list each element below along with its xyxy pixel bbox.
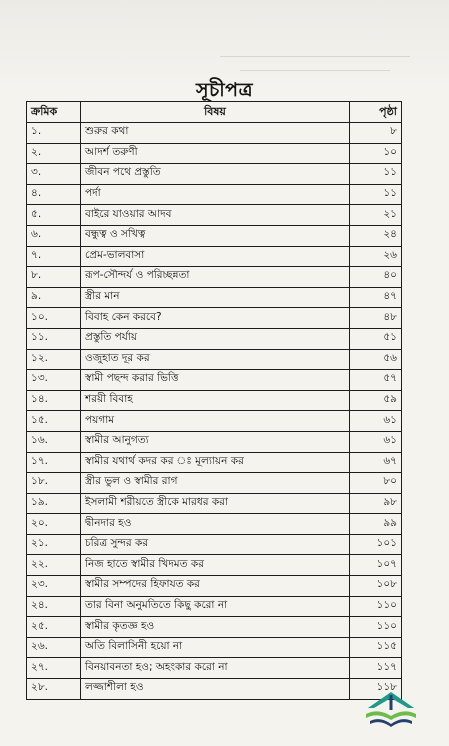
contents-table: [26, 101, 402, 700]
subject-cell: বিবাহ কেন করবে?: [81, 308, 350, 329]
table-row: [27, 617, 402, 638]
page-cell: ৫৭: [350, 370, 402, 391]
serial-cell: ৩.: [27, 164, 81, 185]
subject-cell: স্বামীর আনুগত্য: [81, 431, 350, 452]
serial-cell: ১২.: [27, 349, 81, 370]
page-cell: ১০: [350, 143, 402, 164]
page-cell: ৮০: [350, 473, 402, 494]
table-row: [27, 637, 402, 658]
page-cell: ২১: [350, 205, 402, 226]
table-row: [27, 658, 402, 679]
subject-cell: জীবন পথে প্রস্তুতি: [81, 164, 350, 185]
subject-cell: স্ত্রীর মান: [81, 287, 350, 308]
table-row: [27, 370, 402, 391]
serial-cell: ৭.: [27, 246, 81, 267]
table-row: [27, 576, 402, 597]
table-row: [27, 390, 402, 411]
table-row: [27, 411, 402, 432]
serial-cell: ১৩.: [27, 370, 81, 391]
serial-cell: ১৯.: [27, 493, 81, 514]
serial-cell: ১৭.: [27, 452, 81, 473]
book-roof-logo-icon: [360, 686, 422, 734]
subject-cell: নিজ হাতে স্বামীর খিদমত কর: [81, 555, 350, 576]
serial-cell: ১৪.: [27, 390, 81, 411]
table-row: [27, 164, 402, 185]
serial-cell: ১৫.: [27, 411, 81, 432]
subject-cell: প্রস্তুতি পর্যায়: [81, 328, 350, 349]
table-row: [27, 246, 402, 267]
serial-cell: ৯.: [27, 287, 81, 308]
table-row: [27, 308, 402, 329]
table-row: [27, 452, 402, 473]
page-cell: ১১০: [350, 617, 402, 638]
serial-cell: ২৮.: [27, 679, 81, 700]
subject-cell: স্বামীর সম্পদের হিফাযত কর: [81, 576, 350, 597]
serial-cell: ২৫.: [27, 617, 81, 638]
subject-cell: পর্দা: [81, 184, 350, 205]
serial-cell: ১০.: [27, 308, 81, 329]
page-cell: ১১: [350, 164, 402, 185]
serial-cell: ৪.: [27, 184, 81, 205]
page-cell: ১১৫: [350, 637, 402, 658]
table-row: [27, 123, 402, 144]
serial-cell: ২৬.: [27, 637, 81, 658]
show-through-line: [240, 70, 390, 71]
serial-cell: ২২.: [27, 555, 81, 576]
table-row: [27, 555, 402, 576]
subject-cell: স্বামীর যথার্থ কদর কর ঃ মূল্যায়ন কর: [81, 452, 350, 473]
table-row: [27, 287, 402, 308]
serial-cell: ১.: [27, 123, 81, 144]
table-row: [27, 596, 402, 617]
page-cell: ৫৯: [350, 390, 402, 411]
page-cell: ৫১: [350, 328, 402, 349]
table-row: [27, 493, 402, 514]
subject-cell: চরিত্র সুন্দর কর: [81, 534, 350, 555]
page-cell: ২৪: [350, 225, 402, 246]
subject-cell: রূপ-সৌন্দর্য ও পরিচ্ছন্নতা: [81, 267, 350, 288]
serial-cell: ১৬.: [27, 431, 81, 452]
serial-cell: ৬.: [27, 225, 81, 246]
serial-cell: ২১.: [27, 534, 81, 555]
subject-cell: বাইরে যাওয়ার আদব: [81, 205, 350, 226]
subject-cell: স্বামী পছন্দ করার ভিত্তি: [81, 370, 350, 391]
table-row: [27, 184, 402, 205]
serial-cell: ২৪.: [27, 596, 81, 617]
subject-cell: ইসলামী শরীয়তে স্ত্রীকে মারধর করা: [81, 493, 350, 514]
subject-cell: তার বিনা অনুমতিতে কিছু করো না: [81, 596, 350, 617]
table-row: [27, 143, 402, 164]
page-cell: ১১৭: [350, 658, 402, 679]
contents-body: [27, 123, 402, 700]
serial-cell: ৫.: [27, 205, 81, 226]
subject-cell: দ্বীনদার হও: [81, 514, 350, 535]
page-cell: ১০৮: [350, 576, 402, 597]
subject-cell: ওজুহাত দূর কর: [81, 349, 350, 370]
page-cell: ১১: [350, 184, 402, 205]
page-cell: ৬৭: [350, 452, 402, 473]
page-cell: ১১০: [350, 596, 402, 617]
page-header: পৃষ্ঠা: [350, 102, 402, 123]
subject-cell: অতি বিলাসিনী হয়ো না: [81, 637, 350, 658]
serial-cell: ২০.: [27, 514, 81, 535]
page-cell: ১০১: [350, 534, 402, 555]
serial-cell: ২৩.: [27, 576, 81, 597]
page-cell: ৯৯: [350, 514, 402, 535]
table-row: [27, 267, 402, 288]
table-row: [27, 514, 402, 535]
serial-cell: ১৮.: [27, 473, 81, 494]
subject-cell: শরয়ী বিবাহ: [81, 390, 350, 411]
serial-header: ক্রমিক: [27, 102, 81, 123]
page-cell: ৫৬: [350, 349, 402, 370]
subject-cell: বিনয়াবনতা হও; অহংকার করো না: [81, 658, 350, 679]
subject-cell: আদর্শ তরুণী: [81, 143, 350, 164]
table-header-row: [27, 102, 402, 123]
show-through-line: [220, 56, 410, 57]
serial-cell: ২.: [27, 143, 81, 164]
subject-header: বিষয়: [81, 102, 350, 123]
table-row: [27, 679, 402, 700]
table-row: [27, 328, 402, 349]
table-row: [27, 349, 402, 370]
table-row: [27, 534, 402, 555]
page-cell: ৪৭: [350, 287, 402, 308]
page-cell: ৬১: [350, 411, 402, 432]
table-row: [27, 473, 402, 494]
subject-cell: স্বামীর কৃতজ্ঞ হও: [81, 617, 350, 638]
subject-cell: শুরুর কথা: [81, 123, 350, 144]
page-cell: ৪০: [350, 267, 402, 288]
serial-cell: ১১.: [27, 328, 81, 349]
subject-cell: লজ্জাশীলা হও: [81, 679, 350, 700]
subject-cell: পয়গাম: [81, 411, 350, 432]
page-cell: ১০৭: [350, 555, 402, 576]
table-row: [27, 205, 402, 226]
page-cell: ৪৮: [350, 308, 402, 329]
page-cell: ১১৮: [350, 679, 402, 700]
page-cell: ২৬: [350, 246, 402, 267]
serial-cell: ৮.: [27, 267, 81, 288]
serial-cell: ২৭.: [27, 658, 81, 679]
subject-cell: প্রেম-ভালবাসা: [81, 246, 350, 267]
subject-cell: বন্ধুত্ব ও সখিত্ব: [81, 225, 350, 246]
table-row: [27, 431, 402, 452]
subject-cell: স্ত্রীর ভুল ও স্বামীর রাগ: [81, 473, 350, 494]
page-cell: ৯৮: [350, 493, 402, 514]
table-row: [27, 225, 402, 246]
page-cell: ৮: [350, 123, 402, 144]
page-title: সূচীপত্র: [195, 79, 254, 101]
page-cell: ৬১: [350, 431, 402, 452]
